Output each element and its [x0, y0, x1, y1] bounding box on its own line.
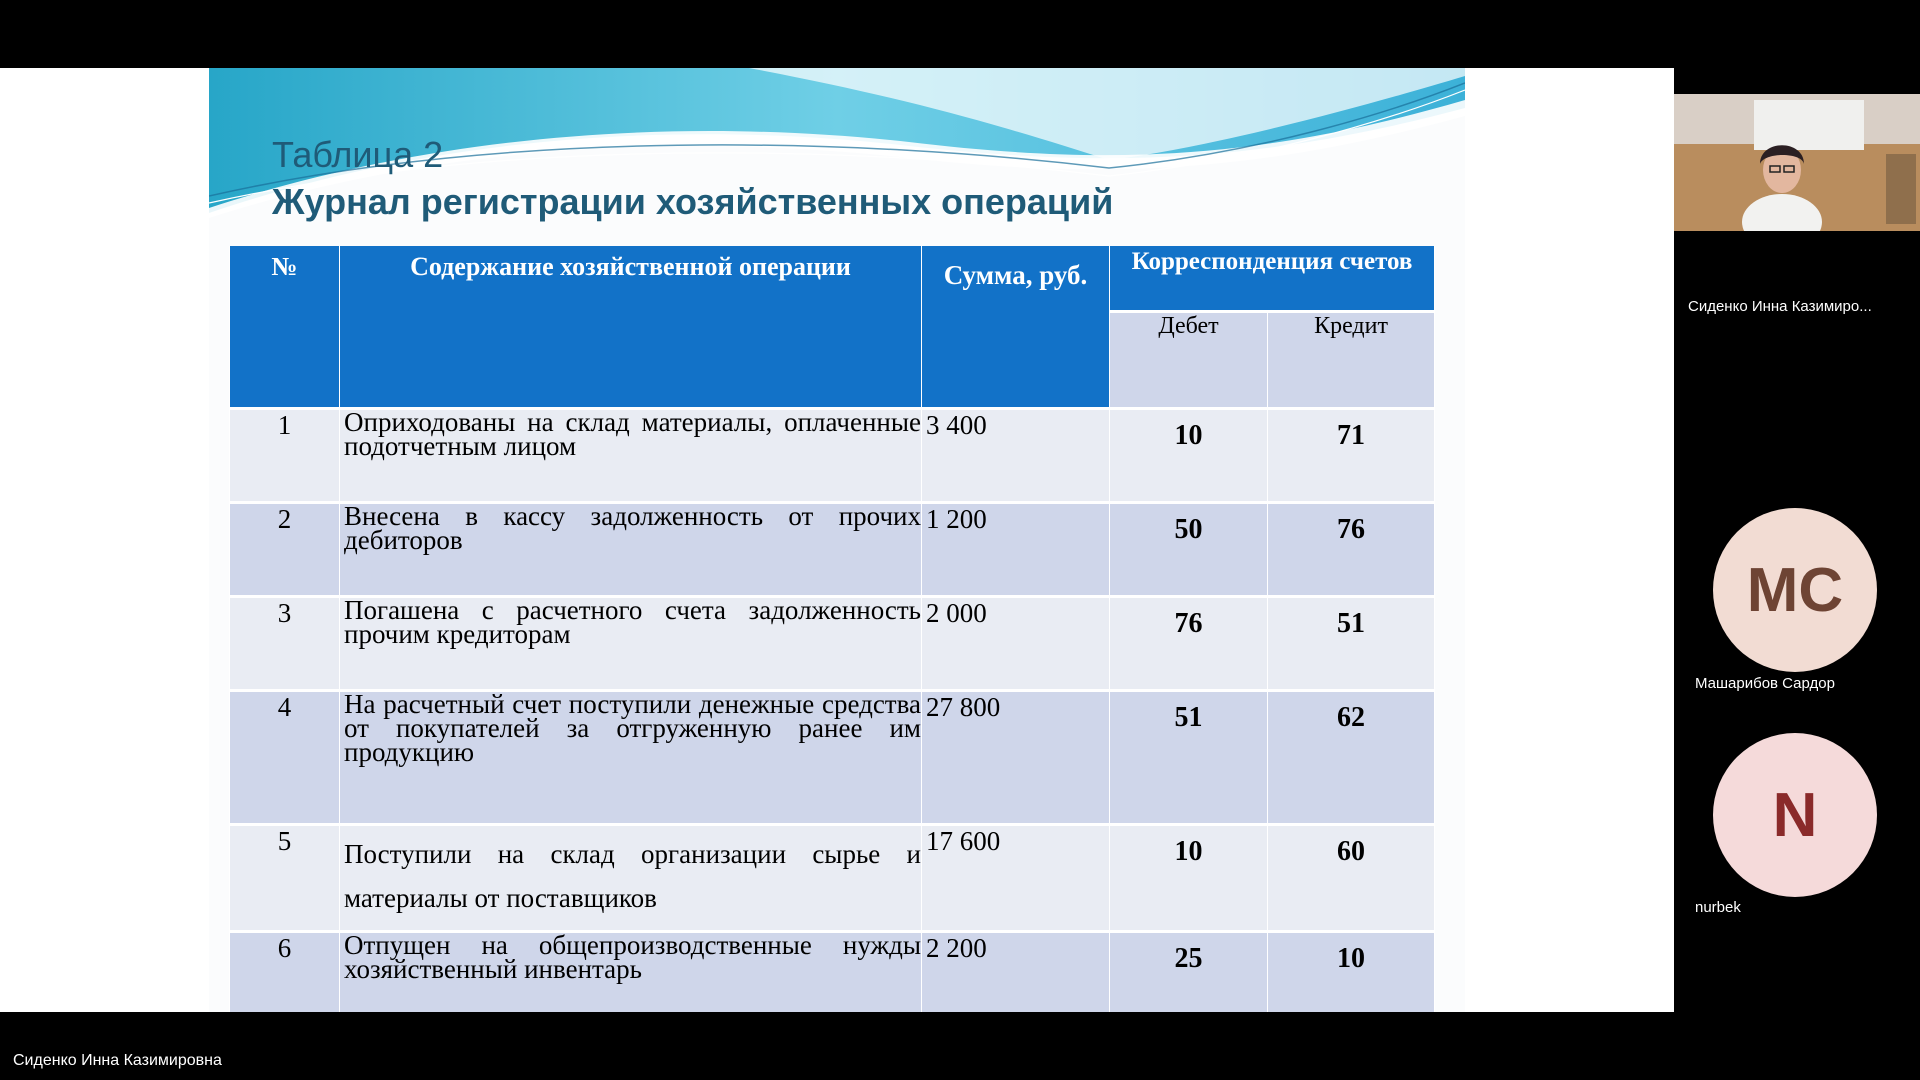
row-num: 3 — [230, 597, 340, 691]
row-debit: 25 — [1110, 932, 1268, 1013]
presenter-name-label: Сиденко Инна Казимировна — [13, 1052, 222, 1069]
avatar[interactable]: N — [1713, 733, 1877, 897]
slide-content — [209, 68, 1465, 1012]
row-sum: 27 800 — [922, 691, 1110, 825]
shared-slide — [0, 68, 1674, 1012]
row-sum: 17 600 — [922, 825, 1110, 932]
participant-video-tile[interactable] — [1674, 94, 1920, 231]
row-text: На расчетный счет поступили денежные средства от покупателей за отгруженную ранее им продукцию — [340, 691, 922, 825]
slide-title: Таблица 2 — [272, 134, 444, 175]
row-credit: 76 — [1268, 503, 1435, 597]
row-text: Оприходованы на склад материалы, оплаченные подотчетным лицом — [340, 409, 922, 503]
row-num: 6 — [230, 932, 340, 1013]
table-row — [230, 503, 1435, 597]
row-text: Погашена с расчетного счета задолженность прочим кредиторам — [340, 597, 922, 691]
row-credit: 51 — [1268, 597, 1435, 691]
row-credit: 62 — [1268, 691, 1435, 825]
row-sum: 2 200 — [922, 932, 1110, 1013]
row-num: 5 — [230, 825, 340, 932]
header-content: Содержание хозяйственной операции — [340, 246, 922, 409]
video-feed-icon — [1674, 94, 1920, 231]
row-debit: 50 — [1110, 503, 1268, 597]
row-num: 1 — [230, 409, 340, 503]
row-credit: 10 — [1268, 932, 1435, 1013]
table-row — [230, 932, 1435, 1013]
operations-journal-table — [229, 246, 1435, 1012]
header-debit: Дебет — [1110, 312, 1268, 409]
participant-name: nurbek — [1695, 899, 1741, 916]
header-credit: Кредит — [1268, 312, 1435, 409]
avatar[interactable]: MC — [1713, 508, 1877, 672]
table-row — [230, 691, 1435, 825]
header-num: № — [230, 246, 340, 409]
row-num: 2 — [230, 503, 340, 597]
header-correspondence: Корреспонденция счетов — [1110, 246, 1435, 312]
participant-name: Сиденко Инна Казимиро... — [1688, 298, 1872, 315]
row-debit: 76 — [1110, 597, 1268, 691]
slide-subtitle: Журнал регистрации хозяйственных операций — [272, 181, 1114, 222]
row-debit: 10 — [1110, 409, 1268, 503]
row-text: Отпущен на общепроизводственные нужды хозяйственный инвентарь — [340, 932, 922, 1013]
row-debit: 51 — [1110, 691, 1268, 825]
row-sum: 3 400 — [922, 409, 1110, 503]
row-sum: 2 000 — [922, 597, 1110, 691]
header-sum: Сумма, руб. — [922, 246, 1110, 409]
row-text: Поступили на склад организации сырье и материалы от поставщиков — [340, 825, 922, 932]
row-num: 4 — [230, 691, 340, 825]
table-row — [230, 409, 1435, 503]
table-row — [230, 597, 1435, 691]
row-debit: 10 — [1110, 825, 1268, 932]
table-row — [230, 825, 1435, 932]
row-credit: 60 — [1268, 825, 1435, 932]
row-credit: 71 — [1268, 409, 1435, 503]
participant-name: Машарибов Сардор — [1695, 675, 1835, 692]
row-sum: 1 200 — [922, 503, 1110, 597]
row-text: Внесена в кассу задолженность от прочих дебиторов — [340, 503, 922, 597]
